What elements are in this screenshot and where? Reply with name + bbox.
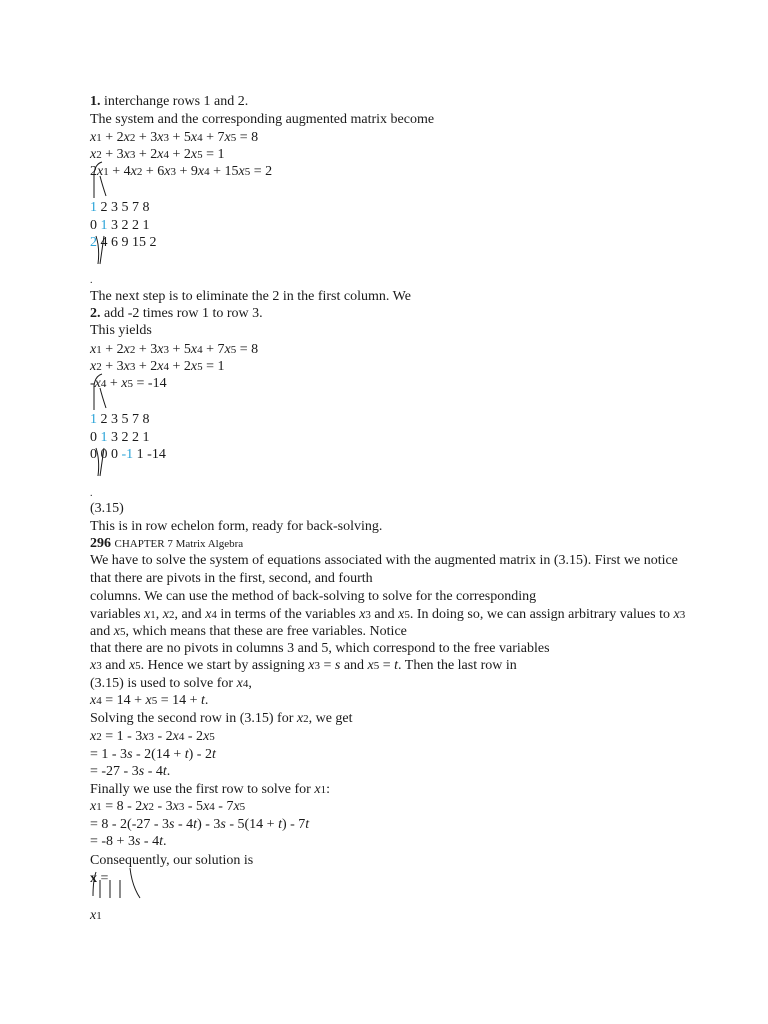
matrix-2-row-1: 1 2 3 5 7 8 <box>90 412 150 427</box>
bracket-fragment-icon <box>90 444 110 480</box>
chapter-title: CHAPTER 7 Matrix Algebra <box>114 538 244 550</box>
running-header <box>90 535 243 553</box>
yields-line: This yields <box>90 323 152 338</box>
math-line: x1 <box>90 908 102 923</box>
step-1-line <box>90 93 248 110</box>
paragraph-line: and x5, which means that these are free variables. Notice <box>90 624 407 639</box>
math-line: = 1 - 3s - 2(14 + t) - 2t <box>90 747 216 762</box>
step-text: add -2 times row 1 to row 3. <box>104 306 263 321</box>
math-line: = 8 - 2(-27 - 3s - 4t) - 3s - 5(14 + t) - 7t <box>90 817 310 832</box>
matrix-1-row-2: 0 1 3 2 2 1 <box>90 218 150 233</box>
matrix-2-row-2: 0 1 3 2 2 1 <box>90 430 150 445</box>
bracket-fragment-icon <box>90 866 150 906</box>
paragraph-line: variables x1, x2, and x4 in terms of the variables x3 and x5. In doing so, we can assign arbitrary values to x3 <box>90 607 686 622</box>
paragraph-line: (3.15) is used to solve for x4, <box>90 676 252 691</box>
equation-2: x2 + 3x3 + 2x4 + 2x5 = 1 <box>90 147 225 162</box>
matrix-2-row-3: 0 0 0 -1 1 -14 <box>90 447 166 462</box>
math-line: = -27 - 3s - 4t. <box>90 764 171 779</box>
paragraph-line: Consequently, our solution is <box>90 853 254 868</box>
step-number: 1. <box>90 94 101 109</box>
equation-2-1: x1 + 2x2 + 3x3 + 5x4 + 7x5 = 8 <box>90 342 259 357</box>
equation-number: (3.15) <box>90 501 124 516</box>
paragraph-line: Solving the second row in (3.15) for x2, we get <box>90 711 353 726</box>
math-line: x1 = 8 - 2x2 - 3x3 - 5x4 - 7x5 <box>90 799 246 814</box>
brace-fragment-icon <box>90 160 110 200</box>
paragraph-line: x3 and x5. Hence we start by assigning x3 = s and x5 = t. Then the last row in <box>90 658 517 673</box>
paragraph-line: We have to solve the system of equations associated with the augmented matrix in (3.15). First we notice <box>90 553 678 568</box>
solution-vector-label: x = <box>90 871 109 886</box>
paragraph-line: that there are pivots in the first, second, and fourth <box>90 571 373 586</box>
row-echelon-line: This is in row echelon form, ready for back-solving. <box>90 519 383 534</box>
page-number: 296 <box>90 536 111 551</box>
step-number: 2. <box>90 306 101 321</box>
equation-2-2: x2 + 3x3 + 2x4 + 2x5 = 1 <box>90 359 225 374</box>
equation-3: 2x1 + 4x2 + 6x3 + 9x4 + 15x5 = 2 <box>90 164 273 179</box>
paragraph-line: that there are no pivots in columns 3 and 5, which correspond to the free variables <box>90 641 550 656</box>
matrix-1-row-3: 2 4 6 9 15 2 <box>90 235 157 250</box>
paragraph-line: Finally we use the first row to solve for x1: <box>90 782 330 797</box>
equation-2-3: -x4 + x5 = -14 <box>90 376 167 391</box>
math-line: x4 = 14 + x5 = 14 + t. <box>90 693 209 708</box>
math-line: = -8 + 3s - 4t. <box>90 834 167 849</box>
step-2-line <box>90 305 263 322</box>
intro-line: The system and the corresponding augmented matrix become <box>90 112 435 127</box>
equation-1: x1 + 2x2 + 3x3 + 5x4 + 7x5 = 8 <box>90 130 259 145</box>
paragraph-line: columns. We can use the method of back-solving to solve for the corresponding <box>90 589 537 604</box>
bracket-fragment-icon <box>90 232 110 268</box>
step-text: interchange rows 1 and 2. <box>104 94 249 109</box>
matrix-1-row-1: 1 2 3 5 7 8 <box>90 200 150 215</box>
period-mark: . <box>90 275 93 286</box>
math-line: x2 = 1 - 3x3 - 2x4 - 2x5 <box>90 729 215 744</box>
brace-fragment-icon <box>90 372 110 412</box>
transition-line: The next step is to eliminate the 2 in the first column. We <box>90 289 411 304</box>
period-mark: . <box>90 488 93 499</box>
